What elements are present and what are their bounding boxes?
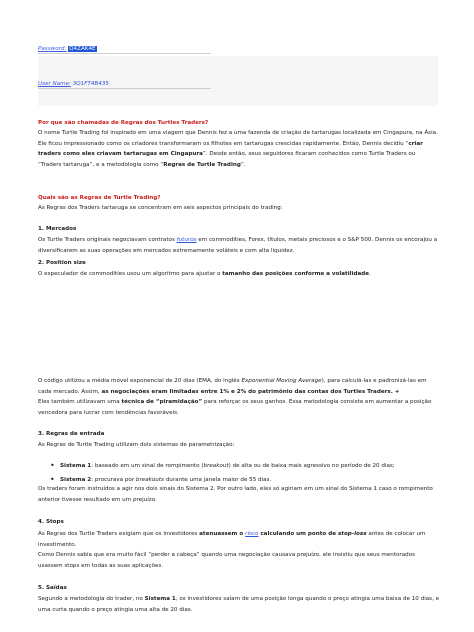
- position-title: 2. Position size: [38, 260, 86, 266]
- exits-text-b: , os investidores saíam de uma posição longa quando o preço atingia uma baixa de 10 dias, e uma curta quando o preço atingia uma alta de 20 dias.: [38, 596, 440, 613]
- username-value[interactable]: 3Q1FT4B435: [72, 81, 109, 87]
- ema-text-d: para reforçar os seus ganhos. Essa metodologia consiste em aumentar a posição vencedora para lucrar com tendências favoráveis.: [38, 399, 432, 416]
- system-1-italic: breakout: [203, 463, 229, 469]
- password-divider: [38, 53, 211, 54]
- intro-text-c: ”.: [240, 161, 246, 168]
- heading-why-turtles: Por que são chamadas de Regras dos Turtles Traders?: [38, 120, 209, 126]
- rules-intro: As Regras dos Traders tartaruga se concentram em seis aspectos principais do trading:: [38, 205, 283, 211]
- stops-bold-italic: stop-loss: [337, 531, 367, 537]
- markets-title: 1. Mercados: [38, 226, 77, 232]
- system-2-text-a: : procurava por: [91, 476, 136, 483]
- stops-bold1: atenuassem o: [199, 531, 246, 537]
- system-2-italic: breakouts: [135, 476, 164, 483]
- futuros-link[interactable]: futuros: [176, 237, 197, 243]
- position-paragraph: [38, 269, 440, 280]
- entry-title: 3. Regras de entrada: [38, 431, 105, 437]
- stops-bold2: calculando um ponto de: [258, 531, 338, 537]
- intro-text-b: ”. Desde então, seus seguidores ficaram conhecidos como Turtle Traders ou “Traders tartaruga”, e a metodologia como “: [38, 151, 416, 168]
- password-row: [38, 46, 97, 52]
- ema-bold2: técnica de “piramidação”: [121, 399, 203, 406]
- risco-link[interactable]: risco: [245, 531, 259, 537]
- exits-paragraph: [38, 594, 440, 615]
- system-1-label: Sistema 1: [60, 463, 92, 469]
- username-label: User Name:: [38, 81, 71, 87]
- markets-text-a: Os Turtle Traders originais negociavam contratos: [38, 237, 177, 243]
- entry-systems-list: [38, 461, 440, 485]
- exits-text-a: Segundo a metodologia do trader, no: [38, 596, 145, 602]
- stops-text-b: antes de colocar um investimento.: [38, 531, 426, 548]
- ema-bold: as negociações eram limitadas entre 1% e 2% do patrimônio das contas dos Turtles Traders. +: [101, 388, 400, 395]
- ema-text-b: ), para calculá-las e padronizá-las em cada mercado. Assim,: [38, 378, 427, 395]
- system-1-text-b: ) de alta ou de baixa mais agressivo no período de 20 dias;: [228, 463, 395, 469]
- ema-text-a: O código utilizou a média móvel exponencial de 20 dias (EMA, do inglês: [38, 378, 242, 384]
- intro-text-bold2: Regras de Turtle Trading: [163, 161, 241, 168]
- intro-text-bold: criar traders como eles criavam tartarugas em Cingapura: [38, 140, 423, 158]
- entry-intro: As Regras de Turtle Trading utilizam dois sistemas de parametrização:: [38, 442, 235, 448]
- system-1-text-a: : baseado em um sinal de rompimento (: [91, 463, 204, 469]
- ema-paragraph: [38, 376, 440, 418]
- password-value[interactable]: Q4ZAK4E: [69, 46, 96, 52]
- heading-rules: Quais são as Regras de Turtle Trading?: [38, 195, 161, 201]
- position-text-b: .: [369, 271, 371, 277]
- intro-text-a: O nome Turtle Trading foi inspirado em uma viagem que Dennis fez a uma fazenda de criação de tartarugas localizada em Cingapura, na Ásia. Ele ficou impressionado como os criadores transformaram os filhotes em tartarugas crescidas rapidamente. Então, Dennis decidiu “: [38, 130, 438, 147]
- username-divider: [38, 88, 211, 89]
- stops-paragraph: [38, 529, 440, 571]
- paragraph-intro: [38, 128, 440, 170]
- markets-paragraph: [38, 235, 440, 256]
- entry-after-paragraph: Os traders foram instruídos a agir nos dois sinais do Sistema 2. Por outro lado, eles só agiriam em um sinal do Sistema 1 caso o rompimento anterior tivesse resultado em um prejuízo.: [38, 486, 433, 503]
- markets-text-b: em commodities, Forex, títulos, metais preciosos e o S&P 500. Dennis os encorajou a diversificarem as suas operações em mercados extremamente voláteis e com alta liquidez.: [38, 237, 438, 254]
- username-row: [38, 81, 109, 87]
- system-2-text-b: durante uma janela maior de 55 dias.: [163, 476, 272, 483]
- exits-bold: Sistema 1: [144, 596, 176, 602]
- ema-text-c: Eles também utilizavam uma: [38, 399, 122, 406]
- position-text-bold: tamanho das posições conforme a volatilidade: [222, 271, 370, 277]
- ema-italic: Exponential Moving Average: [241, 378, 322, 384]
- position-text-a: O especulador de commodities usou um algoritmo para ajustar o: [38, 271, 223, 277]
- system-2-label: Sistema 2: [60, 476, 92, 483]
- stops-title: 4. Stops: [38, 519, 64, 525]
- stops-text-a: As Regras dos Turtle Traders exigiam que os investidores: [38, 531, 200, 537]
- exits-title: 5. Saídas: [38, 585, 67, 591]
- list-item-system-1: [38, 461, 440, 472]
- stops-text-c: Como Dennis sabia que era muito fácil “perder a cabeça” quando uma negociação causava prejuízo, ele insistiu que seus mentorados usassem stops em todas as suas aplicações.: [38, 552, 416, 569]
- password-label: Password:: [38, 46, 67, 52]
- embedded-media-placeholder: [38, 285, 438, 373]
